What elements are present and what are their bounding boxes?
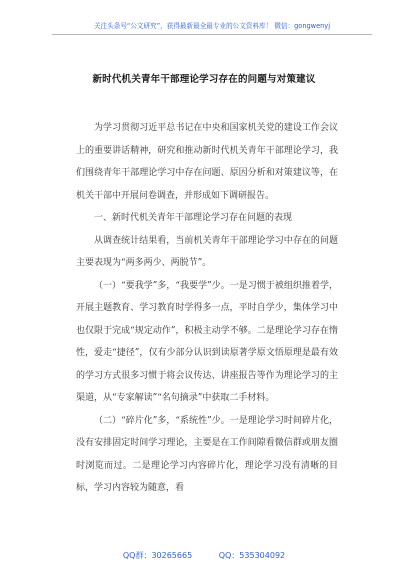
paragraph-point-2: （二）“碎片化”多，“系统性”少。一是理论学习时间碎片化，没有安排固定时间学习理论，主要是在工作间隙看微信群或朋友圈时浏览而过。二是理论学习内容碎片化，理论学习没有清晰的目标，学习内容较为随意，看 <box>76 415 338 493</box>
qq-group-text: QQ群：30265665 <box>122 551 193 560</box>
paragraph-summary: 从调查统计结果看，当前机关青年干部理论学习中存在的问题主要表现为“两多两少、两脱节”。 <box>76 235 338 268</box>
document-title: 新时代机关青年干部理论学习存在的问题与对策建议 <box>92 74 316 85</box>
page-header: 关注头条号“公文研究”，获得最新最全最专业的公文资料库！ 微信：gongwenyj <box>52 20 372 35</box>
paragraph-point-1: （一）“要我学”多，“我要学”少。一是习惯于被组织推着学，开展主题教育、学习教育时学得多一点，平时自学少，集体学习中也仅限于完成“规定动作”，积极主动学不够。二是理论学习存在惰性，爱走“捷径”，仅有少部分认识到读原著学原文悟原理是最有效的学习方式很多习惯于将会议传达、讲座报告等作为理论学习的主渠道，从“专家解读”“名句摘录”中获取二手材料。 <box>76 280 338 403</box>
document-body <box>76 117 338 500</box>
page-footer <box>0 550 408 561</box>
section-heading-1: 一、新时代机关青年干部理论学习存在问题的表现 <box>94 213 293 223</box>
qq-number-text: QQ：535304092 <box>218 551 286 560</box>
paragraph-intro: 为学习贯彻习近平总书记在中央和国家机关党的建设工作会议上的重要讲话精神，研究和推动新时代机关青年干部理论学习，我们围绕青年干部理论学习中存在问题、原因分析和对策建议等，在机关干部中开展问卷调查，并形成如下调研报告。 <box>76 123 338 201</box>
